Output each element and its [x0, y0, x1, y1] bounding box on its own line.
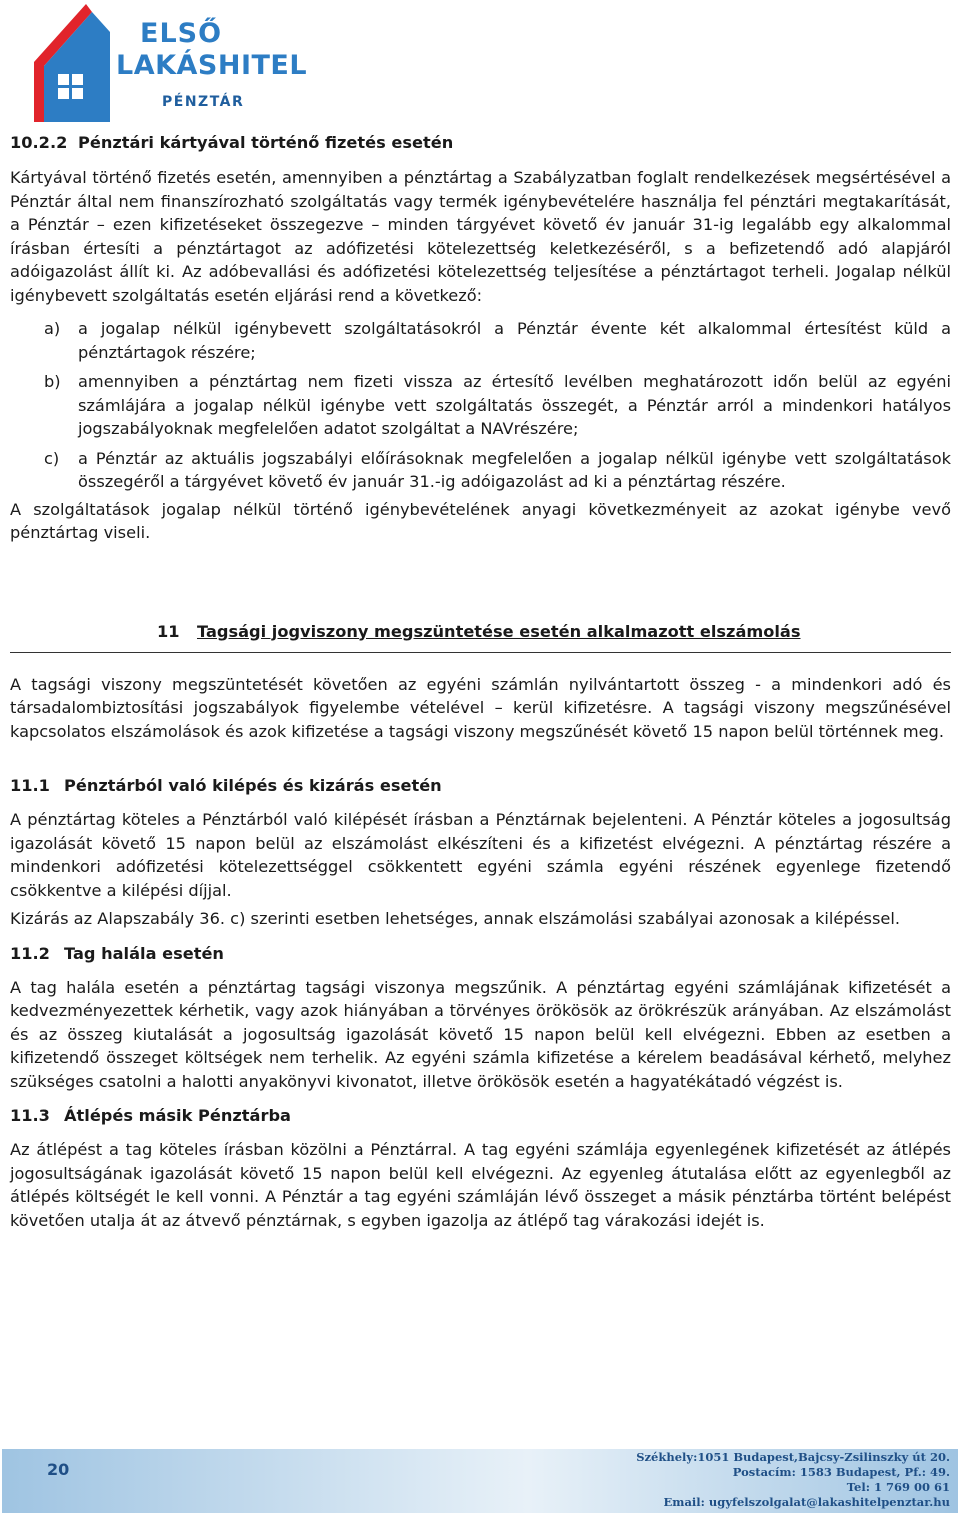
heading-number: 11.2	[10, 943, 50, 963]
paragraph: Az átlépést a tag köteles írásban közölni a Pénztárral. A tag egyéni számlája egyenlegének kifizetését az átlépés jogosultságának igazolását követő 15 napon belül kell elvégezni. Az egyenleg átutalása előtt az egyenlegből az átlépés költségét le kell vonni. A Pénztár a tag egyéni számláján lévő összeget a másik pénztárba történt belépést követően utalja át az átvevő pénztárnak, s egyben igazolja az átlépő tag várakozási idejét is.	[10, 1140, 951, 1230]
logo-text-line1: ELSŐ	[140, 18, 223, 49]
heading-11-3	[10, 1104, 951, 1127]
list-label: b)	[44, 372, 61, 391]
heading-number: 11.3	[10, 1106, 50, 1125]
heading-title: Pénztári kártyával történő fizetés esetén	[78, 133, 454, 152]
company-logo	[30, 4, 310, 124]
heading-11-1	[10, 774, 951, 797]
list-label: c)	[44, 448, 60, 468]
logo-text-line3: PÉNZTÁR	[162, 94, 245, 110]
house-logo-icon	[30, 4, 120, 124]
heading-11-2	[10, 942, 951, 965]
heading-title: Tagsági jogviszony megszüntetése esetén alkalmazott elszámolás	[197, 621, 801, 641]
heading-number: 11.1	[10, 776, 50, 795]
footer-postal: Postacím: 1583 Budapest, Pf.: 49.	[732, 1465, 950, 1479]
paragraph: Kizárás az Alapszabály 36. c) szerinti esetben lehetséges, annak elszámolási szabályai azonosak a kilépéssel.	[10, 909, 901, 928]
paragraph: Kártyával történő fizetés esetén, amennyiben a pénztártag a Szabályzatban foglalt rendelkezések megsértésével a Pénztár által nem finanszírozható szolgáltatás vagy termék igénybevételére használja fel pénztári megtakarítását, a Pénztár – ezen kifizetéseket összegezve – minden tárgyévet követő év január 31-ig legalább egy alkalommal írásban értesíti a pénztártagot az adófizetési kötelezettség keletkezéséről, s a befizetendő adó alapjáról adóigazolást állít ki. Az adóbevallási és adófizetési kötelezettség teljesítése a pénztártagot terheli. Jogalap nélkül igénybevett szolgáltatás esetén eljárási rend a következő:	[10, 168, 951, 305]
document-body	[10, 130, 951, 1232]
heading-number: 10.2.2	[10, 133, 68, 152]
list-text: a Pénztár az aktuális jogszabályi előírásoknak megfelelően a jogalap nélkül igénybe vett szolgáltatások összegéről a tárgyévet követő év január 31.-ig adóigazolást ad ki a pénztártag részére.	[78, 448, 951, 491]
footer-email: Email: ugyfelszolgalat@lakashitelpenztar.hu	[663, 1495, 950, 1509]
paragraph: A szolgáltatások jogalap nélkül történő igénybevételének anyagi következményeit az azokat igénybe vevő pénztártag viseli.	[10, 499, 951, 542]
list-text: a jogalap nélkül igénybevett szolgáltatásokról a Pénztár évente két alkalommal értesítést küld a pénztártagok részére;	[78, 319, 951, 362]
page-number: 20	[47, 1460, 70, 1479]
logo-text-line2: LAKÁSHITEL	[116, 50, 308, 81]
list-text: amennyiben a pénztártag nem fizeti vissza az értesítő levélben meghatározott időn belül az egyéni számlájára a jogalap nélkül igénybe vett szolgáltatás összegét, a Pénztár arról a mindenkori hatályos jogszabályoknak megfelelően adatot szolgáltat a NAVrészére;	[78, 372, 951, 438]
page-footer	[2, 1449, 958, 1513]
footer-contact	[636, 1450, 950, 1510]
paragraph: A tagsági viszony megszüntetését követően az egyéni számlán nyilvántartott összeg - a mindenkori adó és társadalombiztosítási jogszabályok figyelembe vételével – kerül kifizetésre. A tagsági viszony megszűnésével kapcsolatos elszámolások és azok kifizetése a tagsági viszony megszűnését követő 15 napon belül történnek meg.	[10, 674, 951, 741]
heading-11	[10, 621, 951, 653]
paragraph: A tag halála esetén a pénztártag tagsági viszonya megszűnik. A pénztártag egyéni számlájának kifizetését a kedvezményezettek kérhetik, vagy azok hiányában a törvényes örökösök az örökrészük arányában. Az elszámolást és az összeg kiutalását a jogosultság igazolását követő 15 napon belül kell elvégezni. Ebben az esetben a kifizetendő összeget költségek nem terhelik. Az egyéni számla kifizetése a kérelem beadásával kérhető, melyhez szükséges csatolni a halotti anyakönyvi kivonatot, illetve örökösök esetén a hagyatékátadó végzést is.	[10, 977, 951, 1091]
footer-address: Székhely:1051 Budapest,Bajcsy-Zsilinszky út 20.	[636, 1450, 950, 1464]
list-item	[10, 370, 951, 441]
list-item	[10, 317, 951, 364]
list-label: a)	[44, 319, 61, 338]
heading-number: 11	[157, 621, 180, 641]
paragraph: A pénztártag köteles a Pénztárból való kilépését írásban a Pénztárnak bejelenteni. A Pénztár köteles a jogosultság igazolását követő 15 napon belül az elszámolást elkészíteni és a kifizetést elvégezni. A pénztártag részére a mindenkori adófizetési kötelezettséggel csökkentett egyéni számla egyéni részének egyenlege fizetendő csökkentve a kilépési díjjal.	[10, 810, 951, 900]
footer-phone: Tel: 1 769 00 61	[846, 1480, 950, 1494]
heading-title: Pénztárból való kilépés és kizárás esetén	[64, 776, 442, 795]
heading-title: Tag halála esetén	[64, 943, 224, 963]
heading-10-2-2	[10, 131, 951, 154]
heading-title: Átlépés másik Pénztárba	[64, 1106, 291, 1125]
list-item	[10, 447, 951, 494]
